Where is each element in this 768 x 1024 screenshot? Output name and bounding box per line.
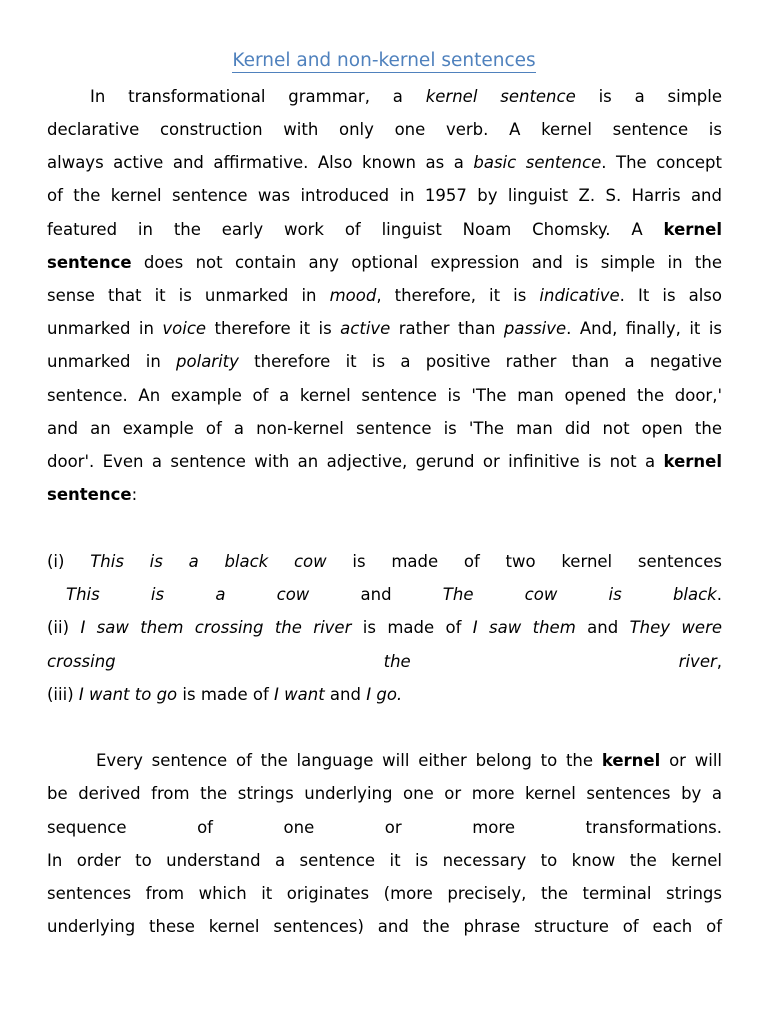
paragraph-1-line-12: door'. Even a sentence with an adjective, gerund or infinitive is not a kernel [47,452,722,471]
paragraph-1-line-7: sense that it is unmarked in mood, therefore, it is indicative. It is also [47,286,722,305]
paragraph-1-line-1: In transformational grammar, a kernel sentence is a simple [90,87,722,106]
paragraph-1-line-9: unmarked in polarity therefore it is a positive rather than a negative [47,352,722,371]
paragraph-2-line-1: Every sentence of the language will either belong to the kernel or will [96,751,722,770]
paragraph-1-line-8: unmarked in voice therefore it is active rather than passive. And, finally, it is [47,319,722,338]
paragraph-1-line-2: declarative construction with only one verb. A kernel sentence is [47,120,722,139]
paragraph-2-line-4: In order to understand a sentence it is necessary to know the kernel [47,851,722,870]
example-1-line-2: This is a cow and The cow is black. [66,585,722,604]
paragraph-1-line-3: always active and affirmative. Also known as a basic sentence. The concept [47,153,722,172]
paragraph-2-line-6: underlying these kernel sentences) and the phrase structure of each of [47,917,722,936]
paragraph-1-line-13: sentence: [47,485,138,504]
paragraph-1-line-5: featured in the early work of linguist Noam Chomsky. A kernel [47,220,722,239]
paragraph-1-line-6: sentence does not contain any optional expression and is simple in the [47,253,722,272]
paragraph-2-line-3: sequence of one or more transformations. [47,818,722,837]
paragraph-2-line-5: sentences from which it originates (more precisely, the terminal strings [47,884,722,903]
paragraph-1-line-4: of the kernel sentence was introduced in 1957 by linguist Z. S. Harris and [47,186,722,205]
example-3-line-1: (iii) I want to go is made of I want and I go. [47,685,403,704]
example-2-line-1: (ii) I saw them crossing the river is made of I saw them and They were [47,618,723,637]
page-title: Kernel and non-kernel sentences [232,50,536,71]
paragraph-2-line-2: be derived from the strings underlying one or more kernel sentences by a [47,784,722,803]
example-2-line-2: crossing the river, [47,652,722,671]
example-1-line-1: (i) This is a black cow is made of two kernel sentences [47,552,722,571]
paragraph-1-line-10: sentence. An example of a kernel sentence is 'The man opened the door,' [47,386,722,405]
paragraph-1-line-11: and an example of a non-kernel sentence is 'The man did not open the [47,419,722,438]
